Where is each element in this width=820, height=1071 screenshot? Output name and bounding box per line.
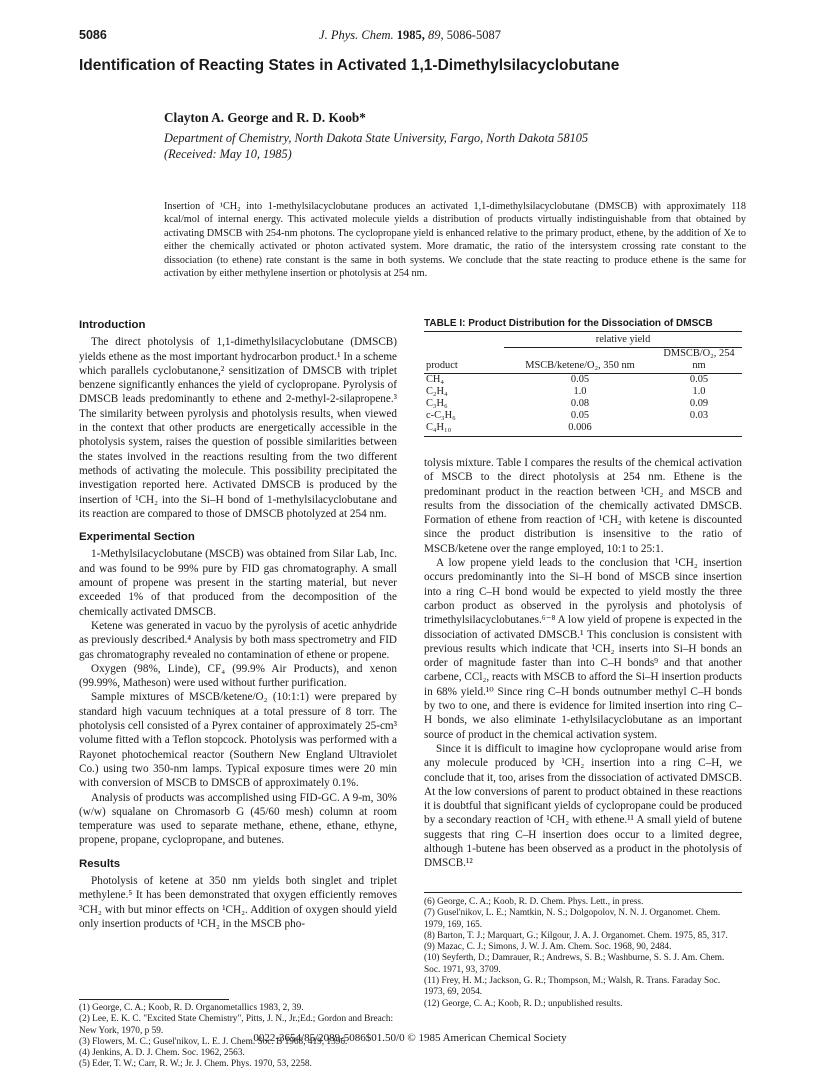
table-cell-value: 0.05 xyxy=(570,410,590,421)
journal-name: J. Phys. Chem. xyxy=(319,28,394,42)
journal-pages: 5086-5087 xyxy=(446,28,501,42)
journal-year: 1985, xyxy=(396,28,425,42)
paragraph: Ketene was generated in vacuo by the pyrolysis of acetic anhydride as previously described.⁴ Analysis by both mass spectrometry and FID gas chromatography revealed no contamination of ethene or propene. xyxy=(79,619,397,661)
footnote: (2) Lee, E. K. C. "Excited State Chemistry", Pitts, J. N., Jr.;Ed.; Gordon and Breach: New York, 1970, p 59. xyxy=(79,1014,394,1036)
table-spacer-cell xyxy=(424,332,504,348)
footnote-rule xyxy=(79,999,229,1000)
author-affiliation xyxy=(164,131,588,162)
table-cell-value: 0.05 xyxy=(689,374,709,385)
section-heading-introduction: Introduction xyxy=(79,319,146,331)
table-row xyxy=(424,374,742,387)
table-cell-value: 0.03 xyxy=(689,410,709,421)
paragraph: tolysis mixture. Table I compares the results of the chemical activation of MSCB to the direct photolysis at 254 nm. Ethene is the predominant product in the reaction between ¹CH₂ and MSCB and results from the dissociation of the chemically activated DMSCB. Formation of ethene from reaction of ¹CH₂ with ketene is discounted since the product distribution is insensitive to the ratio of MSCB/ketene over the range employed, 10:1 to 25:1. xyxy=(424,457,742,555)
table-column-header: product xyxy=(424,348,504,374)
table-column-header: MSCB/ketene/O₂, 350 nm xyxy=(504,348,656,374)
footnotes-right xyxy=(424,897,742,1010)
table-cell-value: 0.08 xyxy=(570,398,590,409)
table-group-header: relative yield xyxy=(504,332,742,348)
footnote: (1) George, C. A.; Koob, R. D. Organometallics 1983, 2, 39. xyxy=(79,1003,304,1013)
table-caption: TABLE I: Product Distribution for the Dissociation of DMSCB xyxy=(424,318,742,332)
table-cell-product: C₄H₁₀ xyxy=(424,422,504,437)
table-cell-value xyxy=(656,422,742,437)
left-column xyxy=(79,318,397,931)
affiliation-line: Department of Chemistry, North Dakota State University, Fargo, North Dakota 58105 xyxy=(164,131,589,145)
paragraph: Photolysis of ketene at 350 nm yields both singlet and triplet methylene.⁵ It has been demonstrated that oxygen efficiently removes ³CH₂ with but minor effects on ¹CH₂. Addition of oxygen should yield only insertion products of ¹CH₂ in the MSCB pho- xyxy=(79,874,397,930)
table-row xyxy=(424,398,742,410)
received-date: (Received: May 10, 1985) xyxy=(164,146,292,161)
paragraph: 1-Methylsilacyclobutane (MSCB) was obtained from Silar Lab, Inc. and was found to be 99% pure by FID gas chromatography. A small amount of propene was present in the starting material, but never exceeded 1% of that produced from the decomposition of the chemically activated DMSCB. xyxy=(79,548,397,618)
paragraph: Oxygen (98%, Linde), CF₄ (99.9% Air Products), and xenon (99.99%, Matheson) were used without further purification. xyxy=(79,662,397,690)
footnote: (3) Flowers, M. C.; Gusel'nikov, L. E. J. Chem. Soc. B 1968, 419, 1396. xyxy=(79,1036,348,1047)
paragraph: A low propene yield leads to the conclusion that ¹CH₂ insertion occurs predominantly into the Si–H bond of MSCB since insertion into a ring C–H bond would be expected to yield mostly the three carbon product as observed in the pyrolysis and photolysis of trimethylsilacyclobutanes.⁶⁻⁸ A low yield of propene is expected in the dissociation of activated DMSCB.¹ This conclusion is consistent with previous results which indicate that ¹CH₂ inserts into Si–H bonds an order of magnitude faster than into C–H bonds⁹ and that another carbene, CCl₂, reacts with MSCB to afford the Si–H insertion products in 68% yield.¹⁰ Since ring C–H bonds outnumber methyl C–H bonds by two to one, and there is evidence for limited insertion into ring C–H bonds, we also eliminate 1-ethylsilacyclobutane as an important source of product in the chemical activation system. xyxy=(424,557,742,741)
section-heading-results: Results xyxy=(79,857,121,870)
page-number: 5086 xyxy=(79,28,107,42)
paragraph: Since it is difficult to imagine how cyclopropane would arise from any molecule produced by ¹CH₂ insertion into a ring C–H, we conclude that it, too, arises from the dissociation of activated DMSCB. At the low conversions of parent to product obtained in these reactions it is doubtful that significant yields of cyclopropane could be produced by a secondary reaction of ¹CH₂ with ethene.¹¹ A small yield of butene suggests that ring C–H insertion does occur to a limited degree, although 1-butene has been observed as a product in the photolysis of DMSCB.¹² xyxy=(424,742,742,870)
paragraph: The direct photolysis of 1,1-dimethylsilacyclobutane (DMSCB) yields ethene as the most important hydrocarbon product.¹ In a scheme which parallels cyclobutanone,² sensitization of DMSCB with triplet benzene significantly enhances the yield of cyclopropane. Pyrolysis of DMSCB leads predominantly to ethene and 2-methyl-2-silapropene.³ The similarity between pyrolysis and photolysis results, when viewed in the context that other products are energetically accessible in the photolysis system, raises the question of possible similarities between the states involved in the reactions resulting from the two different methods of activating the molecule. This possibility precipitated the investigation reported here. Activated DMSCB is produced by the insertion of ¹CH₂ into the Si–H bond of 1-methylsilacyclobutane and its reaction are compared to those of DMSCB photolyzed at 254 nm. xyxy=(79,336,397,520)
table-cell-value: 1.0 xyxy=(692,386,706,397)
table-cell-value: 0.09 xyxy=(689,398,709,409)
footnote: (7) Gusel'nikov, L. E.; Namtkin, N. S.; Dolgopolov, N. N. J. Organomet. Chem. 1979, 169, 165. xyxy=(424,908,721,930)
article-title: Identification of Reacting States in Activated 1,1-Dimethylsilacyclobutane xyxy=(79,57,620,74)
footnote: (5) Eder, T. W.; Carr, R. W.; Jr. J. Chem. Phys. 1970, 53, 2258. xyxy=(79,1059,312,1070)
footnote: (4) Jenkins, A. D. J. Chem. Soc. 1962, 2563. xyxy=(79,1048,245,1059)
table-cell-product: C₂H₄ xyxy=(426,386,448,397)
table-column-header: DMSCB/O₂, 254 nm xyxy=(656,348,742,374)
table-grid xyxy=(424,332,742,437)
product-distribution-table xyxy=(424,318,742,437)
table-row xyxy=(424,422,742,437)
section-heading-experimental: Experimental Section xyxy=(79,531,195,544)
journal-citation xyxy=(79,28,741,43)
table-row xyxy=(424,410,742,422)
footnote: (11) Frey, H. M.; Jackson, G. R.; Thompson, M.; Walsh, R. Trans. Faraday Soc. 1973, 69, 2054. xyxy=(424,976,721,998)
page-footer: 0022-3654/85/2089-5086$01.50/0 © 1985 American Chemical Society xyxy=(253,1032,567,1044)
table-row xyxy=(424,386,742,398)
footnote: (8) Barton, T. J.; Marquart, G.; Kilgour, J. A. J. Organomet. Chem. 1975, 85, 317. xyxy=(424,930,728,941)
table-cell-product: C₃H₆ xyxy=(426,398,448,409)
table-cell-value: 1.0 xyxy=(573,386,587,397)
footnote-rule xyxy=(424,892,742,893)
article-authors: Clayton A. George and R. D. Koob* xyxy=(164,110,366,125)
paragraph: Sample mixtures of MSCB/ketene/O₂ (10:1:1) were prepared by standard high vacuum techniques at a total pressure of 8 torr. The photolysis cell consisted of a Pyrex container of approximately 25-cm³ volume fitted with a Teflon stopcock. Photolysis was performed with a Rayonet photochemical reactor (Southern New England Ultraviolet Co.) using two 350-nm lamps. Typical exposure times were 20 min with conversion of MSCB to DMSCB of approximately 0.1%. xyxy=(79,691,397,790)
table-cell-product: CH₄ xyxy=(426,374,445,385)
footnote: (12) George, C. A.; Koob, R. D.; unpublished results. xyxy=(424,998,623,1009)
right-column xyxy=(424,456,742,871)
running-header xyxy=(79,28,741,44)
journal-volume: 89, xyxy=(428,28,444,42)
footnote: (6) George, C. A.; Koob, R. D. Chem. Phys. Lett., in press. xyxy=(424,897,644,907)
table-cell-product: c-C₃H₆ xyxy=(426,410,456,421)
table-cell-value: 0.05 xyxy=(570,374,590,385)
abstract: Insertion of ¹CH₂ into 1-methylsilacyclobutane produces an activated 1,1-dimethylsilacyclobutane (DMSCB) with approximately 118 kcal/mol of internal energy. This activated molecule yields a distribution of products virtually indistinguishable from that obtained by activating DMSCB with 254-nm photons. The cyclopropane yield is enhanced relative to the primary product, ethene, by the addition of Xe to either the chemically activated or photon activated system. More dramatic, the ratio of the intersystem crossing rate constant to the dissociation (to ethene) rate constant is the same in both systems. We conclude that the state reacting to produce ethene is the same for activation by either methylene insertion or photolysis at 254 nm. xyxy=(164,201,746,280)
table-cell-value: 0.006 xyxy=(504,422,656,437)
footnote: (9) Mazac, C. J.; Simons, J. W. J. Am. Chem. Soc. 1968, 90, 2484. xyxy=(424,942,672,953)
paragraph: Analysis of products was accomplished using FID-GC. A 9-m, 30% (w/w) squalane on Chromasorb G (45/60 mesh) column at room temperature was used to separate methane, ethene, ethane, ethyne, propene, propane, cyclopropane, and butenes. xyxy=(79,791,397,847)
footnote: (10) Seyferth, D.; Damrauer, R.; Andrews, S. B.; Washburne, S. S. J. Am. Chem. Soc. 1971, 93, 3709. xyxy=(424,953,725,975)
